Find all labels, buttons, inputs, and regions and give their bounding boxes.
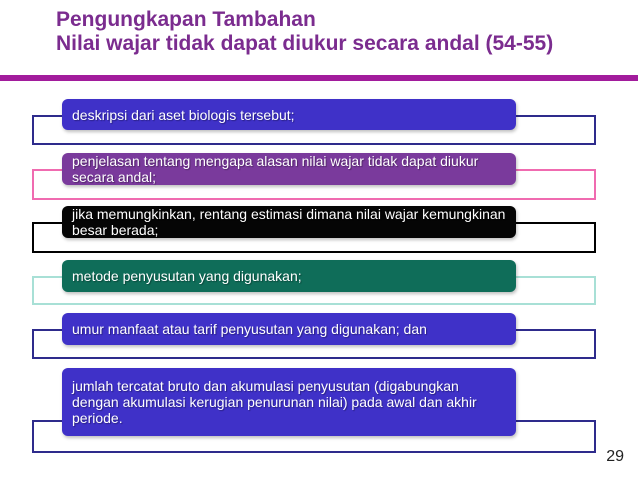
list-item-6-text: jumlah tercatat bruto dan akumulasi penyusutan (digabungkan dengan akumulasi kerugian penurunan nilai) pada awal dan akhir periode.	[72, 378, 477, 426]
list-item-3-text: jika memungkinkan, rentang estimasi dimana nilai wajar kemungkinan besar berada;	[72, 206, 506, 238]
list-item-1-text: deskripsi dari aset biologis tersebut;	[72, 106, 295, 123]
title-divider	[0, 75, 638, 81]
slide-title-line-1: Pengungkapan Tambahan	[56, 8, 316, 31]
list-item-3	[62, 206, 516, 238]
slide-title	[56, 8, 553, 56]
list-item-5	[62, 313, 516, 345]
page-number: 29	[606, 448, 624, 465]
list-item-4-text: metode penyusutan yang digunakan;	[72, 268, 302, 284]
slide-title-line-2: Nilai wajar tidak dapat diukur secara andal (54-55)	[56, 32, 554, 55]
list-item-1	[62, 99, 516, 130]
list-item-4	[62, 260, 516, 292]
list-item-6	[62, 368, 516, 436]
list-item-2-text: penjelasan tentang mengapa alasan nilai wajar tidak dapat diukur secara andal;	[72, 153, 479, 185]
list-item-5-text: umur manfaat atau tarif penyusutan yang digunakan; dan	[72, 321, 427, 337]
list-item-2	[62, 153, 516, 185]
